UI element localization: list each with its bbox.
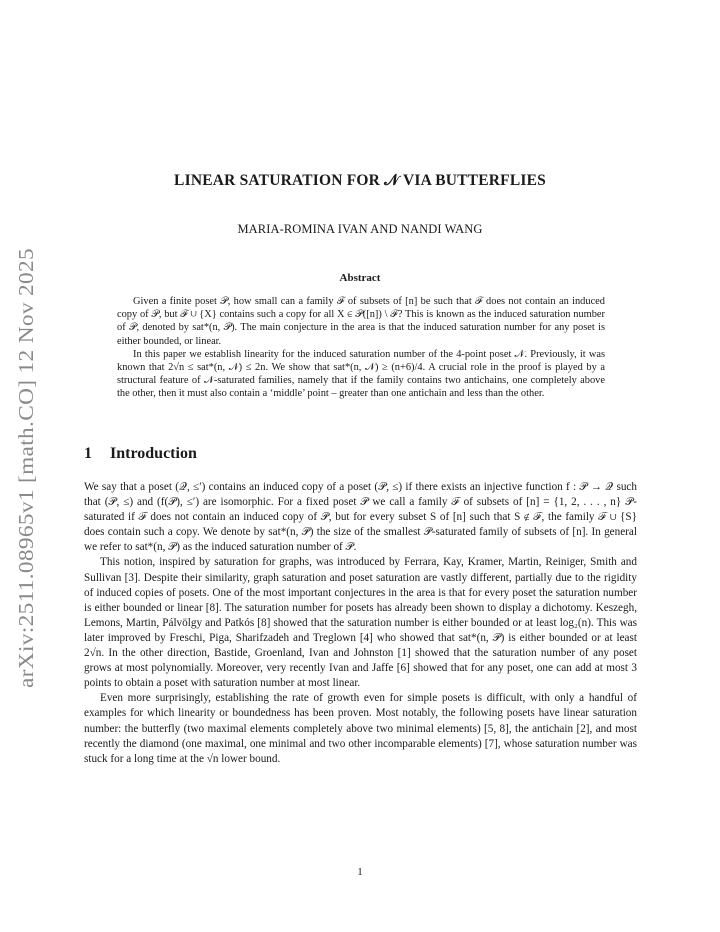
paper-title: LINEAR SATURATION FOR 𝒩 VIA BUTTERFLIES (174, 172, 546, 189)
abstract-paragraph: In this paper we establish linearity for the induced saturation number of the 4-point poset 𝒩. Previously, it was known that 2√n ≤ sat*(n, 𝒩) ≤ 2n. We show that sat*(n, 𝒩) ≥ (n+6)/4. A crucial role in the proof is played by a structural feature of 𝒩-saturated families, namely that if the family contains two antichains, one completely above the other, then it must also contain a ‘middle’ point – greater than one antichain and less than the other. (117, 348, 605, 400)
abstract-paragraph: Given a finite poset 𝒫, how small can a family ℱ of subsets of [n] be such that ℱ does not contain an induced copy of 𝒫, but ℱ ∪ {X} contains such a copy for all X ∈ 𝒫([n]) \ ℱ? This is known as the induced saturation number of 𝒫, denoted by sat*(n, 𝒫). The main conjecture in the area is that the induced saturation number for any poset is either bounded, or linear. (117, 296, 605, 347)
section-number: 1 (84, 445, 92, 462)
page-number: 1 (357, 866, 363, 878)
section-heading (84, 445, 197, 463)
arxiv-identifier-stamp (2, 245, 42, 690)
body-paragraph: This notion, inspired by saturation for graphs, was introduced by Ferrara, Kay, Kramer, Martin, Reiniger, Smith and Sullivan [3]. Despite their similarity, graph saturation and poset saturation are vastly different, partially due to the rigidity of induced copies of posets. One of the most important conjectures in the area is that for every poset the saturation number is either bounded or linear [8]. The saturation number for posets has already been shown to display a dichotomy. Keszegh, Lemons, Martin, Pálvölgy and Patkós [8] showed that the saturation number is either bounded or at least log₂(n). This was later improved by Freschi, Piga, Sharifzadeh and Treglown [4] who showed that sat*(n, 𝒫) is either bounded or at least 2√n. In the other direction, Bastide, Groenland, Ivan and Johnston [1] showed that the saturation number of any poset grows at most polynomially. Moreover, very recently Ivan and Jaffe [6] showed that for any poset, one can add at most 3 points to obtain a poset with saturation number at most linear. (84, 556, 637, 690)
arxiv-identifier-text: arXiv:2511.08965v1 [math.CO] 12 Nov 2025 (14, 291, 38, 688)
body-paragraph: We say that a poset (𝒬, ≤′) contains an induced copy of a poset (𝒫, ≤) if there exists an injective function f : 𝒫 → 𝒬 such that (𝒫, ≤) and (f(𝒫), ≤′) are isomorphic. For a fixed poset 𝒫 we call a family ℱ of subsets of [n] = {1, 2, . . . , n} 𝒫-saturated if ℱ does not contain an induced copy of 𝒫, but for every subset S of [n] such that S ∉ ℱ, the family ℱ ∪ {S} does contain such a copy. We denote by sat*(n, 𝒫) the size of the smallest 𝒫-saturated family of subsets of [n]. In general we refer to sat*(n, 𝒫) as the induced saturation number of 𝒫. (84, 481, 637, 554)
abstract-body (117, 295, 605, 401)
body-paragraph: Even more surprisingly, establishing the rate of growth even for simple posets is difficult, with only a handful of examples for which linearity or boundedness has been proven. Most notably, the following posets have linear saturation number: the butterfly (two maximal elements completely above two minimal elements) [5, 8], the antichain [2], and most recently the diamond (one maximal, one minimal and two other incomparable elements) [7], whose saturation number was stuck for a long time at the √n lower bound. (84, 692, 637, 765)
introduction-body (84, 480, 637, 767)
section-title: Introduction (110, 445, 197, 462)
paper-authors: MARIA-ROMINA IVAN AND NANDI WANG (237, 222, 483, 236)
abstract-heading: Abstract (339, 272, 381, 284)
